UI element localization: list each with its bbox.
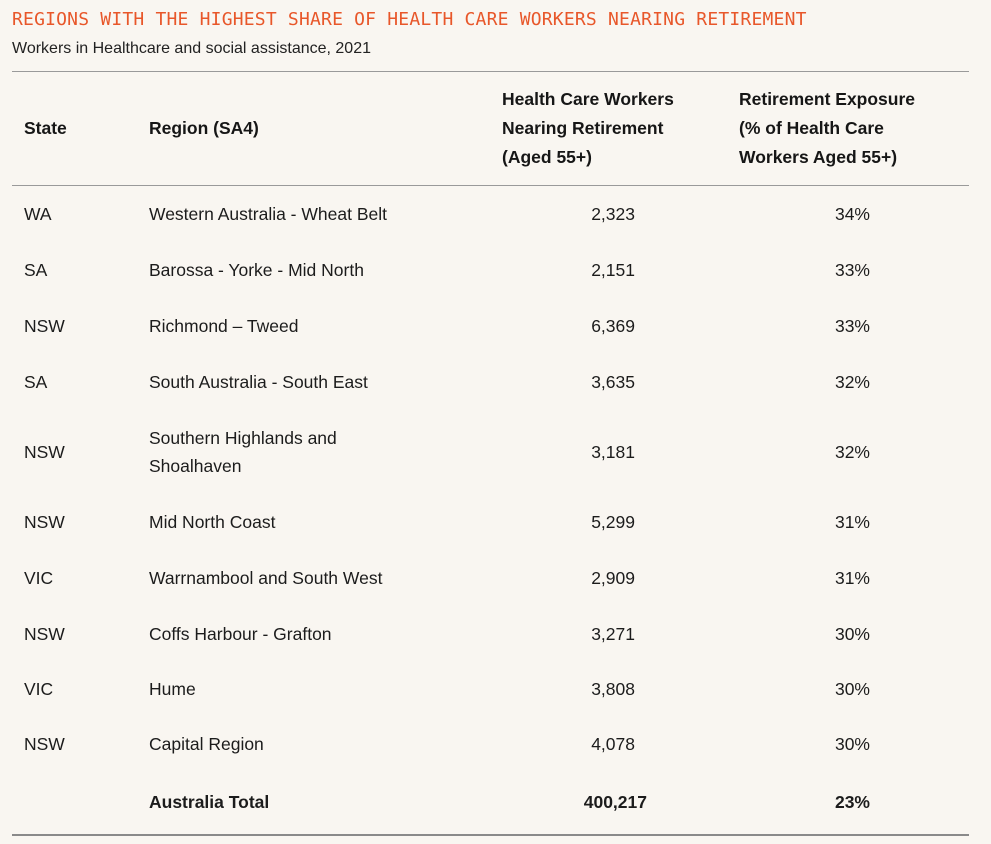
cell-region: Western Australia - Wheat Belt bbox=[149, 204, 387, 224]
cell-region-line: Shoalhaven bbox=[149, 456, 242, 476]
header-workers-line: (Aged 55+) bbox=[502, 147, 592, 167]
cell-workers: 3,271 bbox=[591, 623, 635, 644]
cell-region: Hume bbox=[149, 679, 196, 699]
table-title: REGIONS WITH THE HIGHEST SHARE OF HEALTH CARE WORKERS NEARING RETIREMENT bbox=[12, 9, 807, 30]
header-exposure-line: (% of Health Care bbox=[739, 118, 884, 138]
cell-exposure: 30% bbox=[834, 623, 870, 644]
table-bottom-rule bbox=[12, 834, 969, 836]
cell-exposure: 30% bbox=[834, 733, 870, 754]
table-row bbox=[0, 662, 991, 716]
cell-state: NSW bbox=[24, 623, 65, 644]
cell-region bbox=[149, 410, 337, 494]
cell-workers: 6,369 bbox=[591, 315, 635, 336]
cell-exposure: 34% bbox=[834, 203, 870, 224]
table-row bbox=[0, 186, 991, 242]
cell-workers: 2,323 bbox=[591, 203, 635, 224]
cell-exposure: 32% bbox=[834, 371, 870, 392]
total-exposure: 23% bbox=[834, 791, 870, 812]
cell-workers: 3,181 bbox=[591, 441, 635, 462]
cell-exposure: 33% bbox=[834, 315, 870, 336]
cell-region: Barossa - Yorke - Mid North bbox=[149, 260, 364, 280]
cell-workers: 3,635 bbox=[591, 371, 635, 392]
cell-region: Warrnambool and South West bbox=[149, 568, 383, 588]
header-exposure-line: Workers Aged 55+) bbox=[739, 147, 898, 167]
cell-state: VIC bbox=[24, 567, 54, 588]
table-row bbox=[0, 410, 991, 494]
table-row bbox=[0, 298, 991, 354]
cell-state: SA bbox=[24, 259, 48, 280]
cell-state: VIC bbox=[24, 678, 54, 699]
cell-state: NSW bbox=[24, 733, 65, 754]
cell-region: Capital Region bbox=[149, 734, 264, 754]
cell-workers: 4,078 bbox=[591, 733, 635, 754]
header-exposure bbox=[739, 85, 969, 172]
cell-state: NSW bbox=[24, 511, 65, 532]
total-workers: 400,217 bbox=[583, 791, 647, 812]
table-row bbox=[0, 242, 991, 298]
cell-exposure: 31% bbox=[834, 567, 870, 588]
cell-state: WA bbox=[24, 203, 52, 224]
table-row bbox=[0, 550, 991, 606]
total-label: Australia Total bbox=[149, 792, 270, 812]
table-row bbox=[0, 606, 991, 662]
cell-workers: 3,808 bbox=[591, 678, 635, 699]
cell-state: NSW bbox=[24, 441, 65, 462]
cell-region: South Australia - South East bbox=[149, 372, 368, 392]
header-region: Region (SA4) bbox=[149, 118, 259, 138]
table-row bbox=[0, 354, 991, 410]
cell-exposure: 31% bbox=[834, 511, 870, 532]
header-top-rule bbox=[12, 71, 969, 72]
header-workers-line: Nearing Retirement bbox=[502, 118, 664, 138]
cell-exposure: 33% bbox=[834, 259, 870, 280]
header-workers-line: Health Care Workers bbox=[502, 89, 674, 109]
header-state: State bbox=[24, 118, 67, 138]
cell-workers: 5,299 bbox=[591, 511, 635, 532]
cell-state: SA bbox=[24, 371, 48, 392]
cell-region: Mid North Coast bbox=[149, 512, 276, 532]
table-row bbox=[0, 494, 991, 550]
header-workers bbox=[502, 85, 717, 172]
cell-region-line: Southern Highlands and bbox=[149, 428, 337, 448]
cell-exposure: 32% bbox=[834, 441, 870, 462]
table-row bbox=[0, 716, 991, 772]
cell-state: NSW bbox=[24, 315, 65, 336]
header-exposure-line: Retirement Exposure bbox=[739, 89, 916, 109]
cell-exposure: 30% bbox=[834, 678, 870, 699]
cell-region: Richmond – Tweed bbox=[149, 316, 299, 336]
table-subtitle: Workers in Healthcare and social assistance, 2021 bbox=[12, 40, 371, 57]
cell-workers: 2,909 bbox=[591, 567, 635, 588]
cell-region: Coffs Harbour - Grafton bbox=[149, 624, 332, 644]
cell-workers: 2,151 bbox=[591, 259, 635, 280]
total-row bbox=[0, 774, 991, 830]
